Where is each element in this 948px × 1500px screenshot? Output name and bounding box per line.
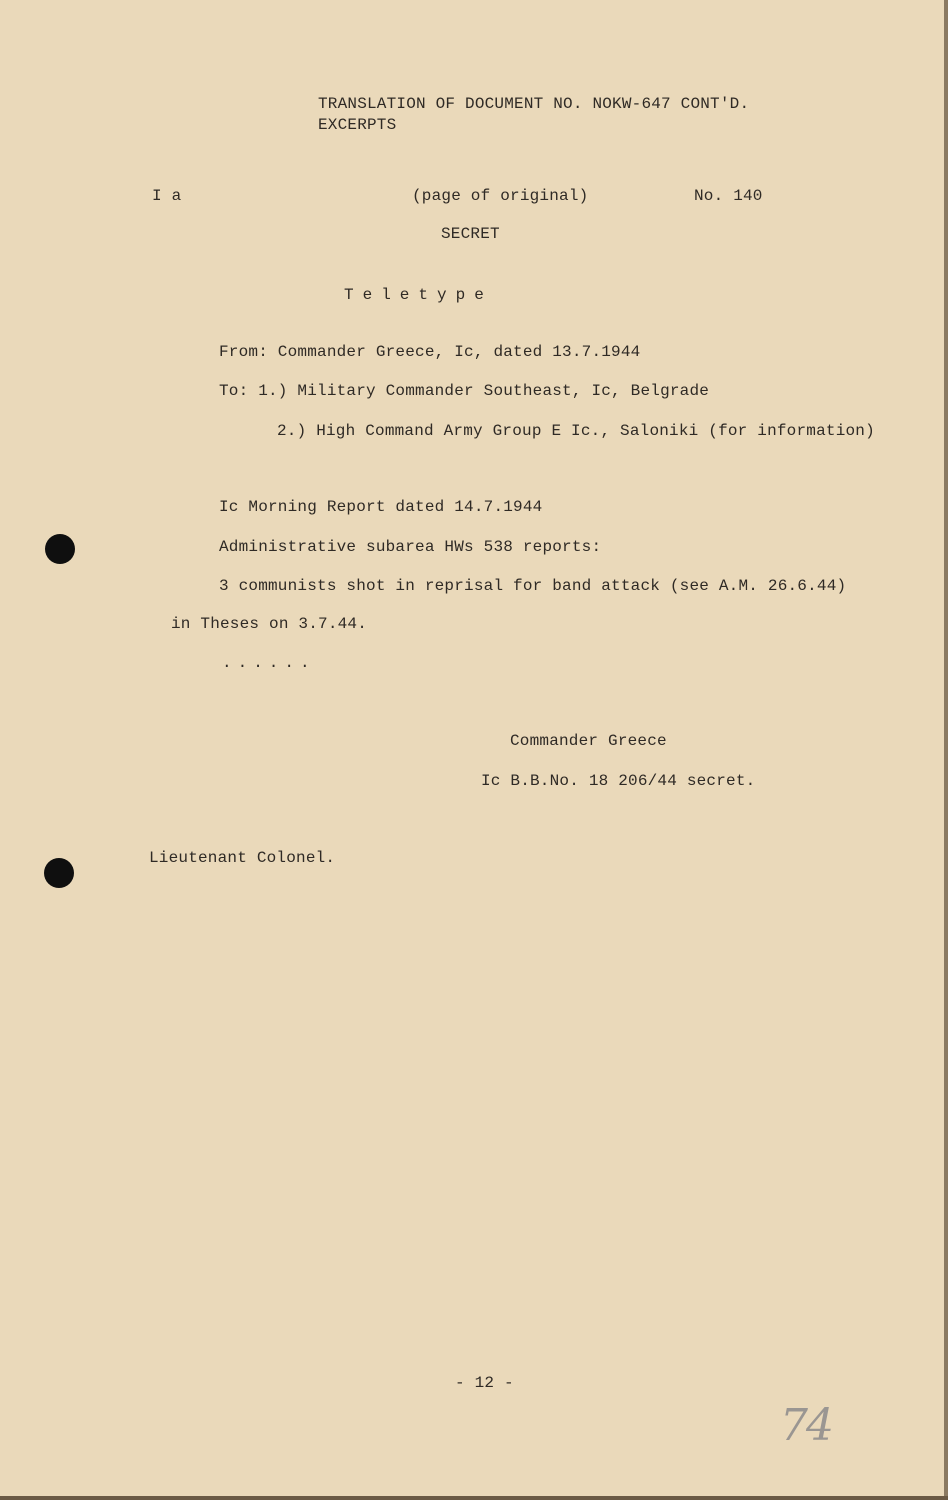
teletype-heading: Teletype [344,286,493,304]
page-edge-right [944,0,948,1500]
signature-reference: Ic B.B.No. 18 206/44 secret. [481,772,756,790]
omission-dots: ...... [222,654,316,672]
punch-hole-top [45,534,75,564]
punch-hole-bottom [44,858,74,888]
page-of-original: (page of original) [412,187,589,205]
document-number: No. 140 [694,187,763,205]
section-marker: I a [152,187,182,205]
report-title: Ic Morning Report dated 14.7.1944 [219,498,543,516]
header-title: TRANSLATION OF DOCUMENT NO. NOKW-647 CONT'D. [318,95,750,113]
report-subarea: Administrative subarea HWs 538 reports: [219,538,602,556]
classification-label: SECRET [441,225,500,243]
handwritten-page-mark: 74 [780,1400,832,1451]
report-body: 3 communists shot in reprisal for band attack (see A.M. 26.6.44) [219,577,847,595]
report-body-continued: in Theses on 3.7.44. [171,615,368,633]
from-line: From: Commander Greece, Ic, dated 13.7.1944 [219,343,641,361]
signatory-rank: Lieutenant Colonel. [149,849,336,867]
page-number: - 12 - [455,1374,514,1392]
header-subtitle: EXCERPTS [318,116,397,134]
to-line-1: To: 1.) Military Commander Southeast, Ic, Belgrade [219,382,710,400]
page-edge-bottom [0,1496,948,1500]
to-line-2: 2.) High Command Army Group E Ic., Saloniki (for information) [277,422,875,440]
signature-commander: Commander Greece [510,732,667,750]
